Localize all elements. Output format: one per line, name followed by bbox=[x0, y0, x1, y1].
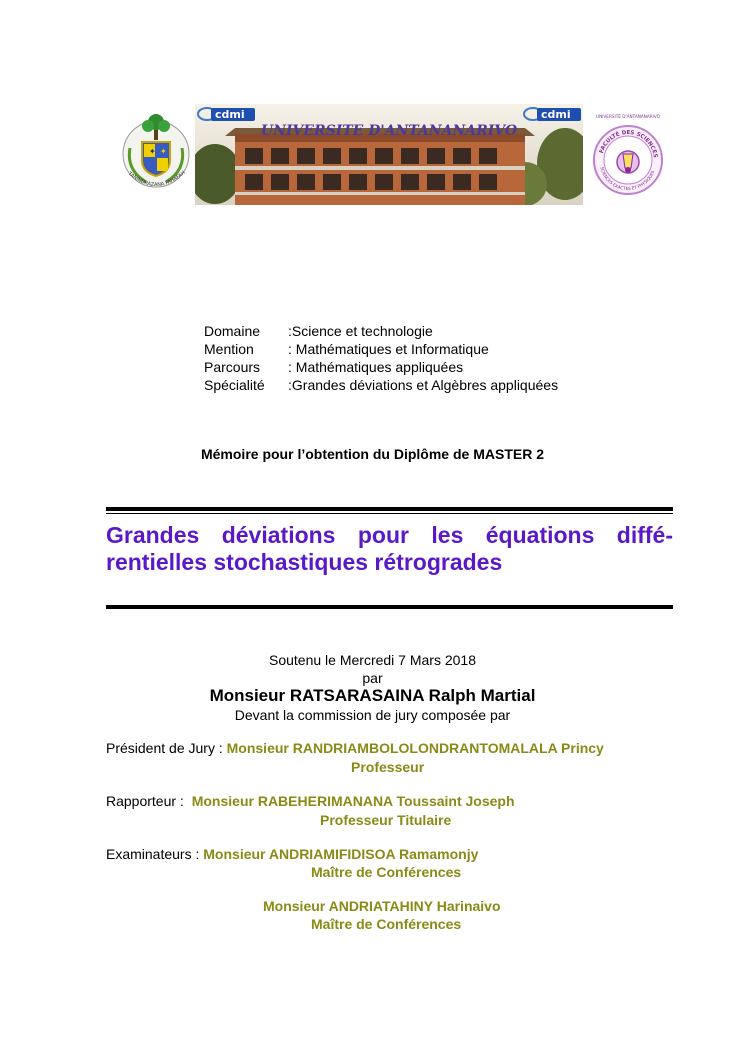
examinateurs-label: Examinateurs : bbox=[106, 846, 204, 862]
examinateur2-name: Monsieur ANDRIATAHINY Harinaivo bbox=[263, 898, 501, 914]
diploma-heading: Mémoire pour l’obtention du Diplôme de MASTER 2 bbox=[200, 446, 544, 462]
info-value: : Mathématiques appliquées bbox=[288, 359, 464, 375]
info-label: Mention bbox=[204, 341, 254, 357]
president-title: Professeur bbox=[351, 759, 425, 775]
info-row-parcours bbox=[204, 358, 558, 376]
university-banner-image bbox=[195, 104, 583, 205]
title-rule-top-thin bbox=[106, 513, 673, 514]
seal-department-label: SCIENCES EXACTES ET PHYSIQUES bbox=[599, 166, 656, 192]
defense-date: Soutenu le Mercredi 7 Mars 2018 bbox=[269, 652, 476, 668]
info-value: :Grandes déviations et Algèbres appliquées bbox=[288, 377, 559, 393]
seal-faculty-label: FACULTÉ DES SCIENCES bbox=[598, 129, 658, 159]
info-row-specialite bbox=[204, 376, 558, 394]
rapporteur-line bbox=[106, 793, 515, 809]
president-name: Monsieur RANDRIAMBOLOLONDRANTOMALALA Princy bbox=[226, 740, 604, 756]
examinateurs-line bbox=[106, 846, 478, 862]
info-row-domaine bbox=[204, 322, 558, 340]
program-info bbox=[204, 322, 558, 394]
info-label: Spécialité bbox=[204, 377, 265, 393]
examinateur2-title: Maître de Conférences bbox=[311, 916, 462, 932]
author-name: Monsieur RATSARASAINA Ralph Martial bbox=[209, 686, 536, 705]
commission-text: Devant la commission de jury composée par bbox=[234, 707, 511, 723]
title-rule-bottom bbox=[106, 605, 673, 609]
banner-title: UNIVERSITE D'ANTANANARIVO bbox=[260, 123, 518, 139]
president-line bbox=[106, 740, 604, 756]
cdmi-logo-right: cdmi bbox=[541, 108, 571, 121]
seal-motto: TANINDRAZANA FAHAFAH bbox=[126, 169, 187, 189]
rapporteur-title: Professeur Titulaire bbox=[320, 812, 452, 828]
seal-university-label: UNIVERSITÉ D'ANTANANARIVO bbox=[596, 114, 660, 119]
faculty-seal-logo bbox=[586, 110, 670, 200]
info-value: :Science et technologie bbox=[288, 323, 433, 339]
president-label: Président de Jury : bbox=[106, 740, 227, 756]
rapporteur-label: Rapporteur : bbox=[106, 793, 188, 809]
info-value: : Mathématiques et Informatique bbox=[288, 341, 489, 357]
thesis-title: Grandes déviations pour les équations diffé-rentielles stochastiques rétrogrades bbox=[106, 522, 673, 575]
examinateur1-name: Monsieur ANDRIAMIFIDISOA Ramamonjy bbox=[203, 846, 479, 862]
examinateur1-title: Maître de Conférences bbox=[311, 864, 462, 880]
info-label: Domaine bbox=[204, 323, 261, 339]
republic-seal-logo bbox=[116, 108, 196, 200]
info-row-mention bbox=[204, 340, 558, 358]
info-label: Parcours bbox=[204, 359, 261, 375]
svg-text:✦: ✦ bbox=[149, 147, 156, 156]
cdmi-logo-left: cdmi bbox=[215, 108, 245, 121]
svg-text:✦: ✦ bbox=[160, 147, 167, 156]
title-rule-top bbox=[106, 507, 673, 511]
par-text: par bbox=[362, 670, 383, 686]
rapporteur-name: Monsieur RABEHERIMANANA Toussaint Joseph bbox=[191, 793, 515, 809]
